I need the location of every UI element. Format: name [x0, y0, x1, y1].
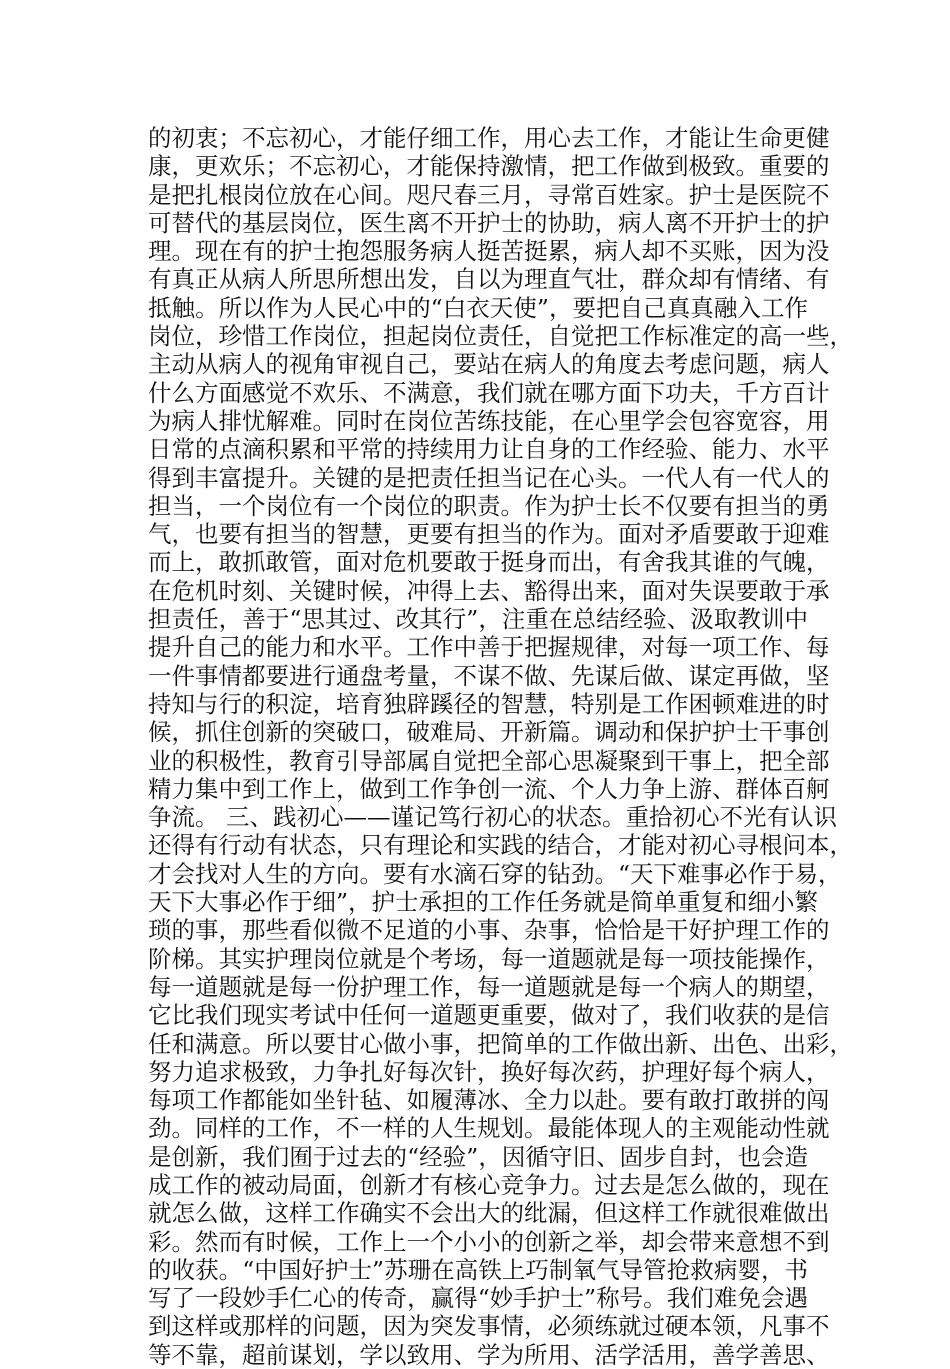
text-line: 在危机时刻、关键时候，冲得上去、豁得出来，面对失误要敢于承: [148, 576, 830, 605]
text-line: 任和满意。所以要甘心做小事，把简单的工作做出新、出色、出彩，: [148, 1029, 853, 1058]
text-line: 到这样或那样的问题，因为突发事情，必须练就过硬本领，凡事不: [148, 1312, 830, 1341]
text-line: 一件事情都要进行通盘考量，不谋不做、先谋后做、谋定再做，坚: [148, 661, 830, 690]
text-line: 每一道题就是每一份护理工作，每一道题就是每一个病人的期望，: [148, 972, 830, 1001]
text-line: 是把扎根岗位放在心间。咫尺春三月，寻常百姓家。护士是医院不: [148, 180, 830, 209]
text-line: 还得有行动有状态，只有理论和实践的结合，才能对初心寻根问本，: [148, 831, 853, 860]
text-line: 天下大事必作于细”，护士承担的工作任务就是简单重复和细小繁: [148, 888, 819, 917]
text-line: 才会找对人生的方向。要有水滴石穿的钻劲。“天下难事必作于易，: [148, 859, 842, 888]
text-line: 康，更欢乐；不忘初心，才能保持激情，把工作做到极致。重要的: [148, 152, 830, 181]
text-line: 候，抓住创新的突破口，破难局、开新篇。调动和保护护士干事创: [148, 718, 830, 747]
text-line: 琐的事，那些看似微不足道的小事、杂事，恰恰是干好护理工作的: [148, 916, 830, 945]
text-line: 得到丰富提升。关键的是把责任担当记在心头。一代人有一代人的: [148, 463, 830, 492]
text-line: 成工作的被动局面，创新才有核心竞争力。过去是怎么做的，现在: [148, 1170, 830, 1199]
text-line: 提升自己的能力和水平。工作中善于把握规律，对每一项工作、每: [148, 633, 830, 662]
text-line: 劲。同样的工作，不一样的人生规划。最能体现人的主观能动性就: [148, 1114, 830, 1143]
text-line: 阶梯。其实护理岗位就是个考场，每一道题就是每一项技能操作，: [148, 944, 830, 973]
text-line: 担责任，善于“思其过、改其行”，注重在总结经验、汲取教训中: [148, 605, 808, 634]
text-line: 每项工作都能如坐针毡、如履薄冰、全力以赴。要有敢打敢拼的闯: [148, 1086, 830, 1115]
text-line: 业的积极性，教育引导部属自觉把全部心思凝聚到干事上，把全部: [148, 746, 830, 775]
body-text: [148, 124, 853, 1369]
text-line: 写了一段妙手仁心的传奇，赢得“妙手护士”称号。我们难免会遇: [148, 1284, 808, 1313]
text-line: 岗位，珍惜工作岗位，担起岗位责任，自觉把工作标准定的高一些，: [148, 322, 853, 351]
text-line: 精力集中到工作上，做到工作争创一流、个人力争上游、群体百舸: [148, 774, 830, 803]
text-line: 持知与行的积淀，培育独辟蹊径的智慧，特别是工作困顿难进的时: [148, 689, 830, 718]
text-line: 什么方面感觉不欢乐、不满意，我们就在哪方面下功夫，千方百计: [148, 378, 830, 407]
text-line: 气，也要有担当的智慧，更要有担当的作为。面对矛盾要敢于迎难: [148, 520, 830, 549]
text-line: 有真正从病人所思所想出发，自以为理直气壮，群众却有情绪、有: [148, 265, 830, 294]
text-line: 的收获。“中国好护士”苏珊在高铁上巧制氧气导管抢救病婴，书: [148, 1255, 808, 1284]
text-line: 它比我们现实考试中任何一道题更重要，做对了，我们收获的是信: [148, 1001, 830, 1030]
text-line: 主动从病人的视角审视自己，要站在病人的角度去考虑问题，病人: [148, 350, 830, 379]
text-line: 担当，一个岗位有一个岗位的职责。作为护士长不仅要有担当的勇: [148, 491, 830, 520]
text-line: 日常的点滴积累和平常的持续用力让自身的工作经验、能力、水平: [148, 435, 830, 464]
text-line: 彩。然而有时候，工作上一个小小的创新之举，却会带来意想不到: [148, 1227, 830, 1256]
text-line: 的初衷；不忘初心，才能仔细工作，用心去工作，才能让生命更健: [148, 124, 830, 152]
text-line: 争流。 三、践初心——谨记笃行初心的状态。重拾初心不光有认识: [148, 803, 837, 832]
text-line: 理。现在有的护士抱怨服务病人挺苦挺累，病人却不买账，因为没: [148, 237, 830, 266]
text-line: 抵触。所以作为人民心中的“白衣天使”，要把自己真真融入工作: [148, 293, 808, 322]
text-line: 努力追求极致，力争扎好每次针，换好每次药，护理好每个病人，: [148, 1057, 830, 1086]
text-line: 为病人排忧解难。同时在岗位苦练技能，在心里学会包容宽容，用: [148, 406, 830, 435]
text-line: 就怎么做，这样工作确实不会出大的纰漏，但这样工作就很难做出: [148, 1199, 830, 1228]
text-line: 等不靠，超前谋划，学以致用、学为所用、活学活用，善学善思、: [148, 1340, 830, 1369]
text-line: 而上，敢抓敢管，面对危机要敢于挺身而出，有舍我其谁的气魄，: [148, 548, 830, 577]
text-line: 可替代的基层岗位，医生离不开护士的协助，病人离不开护士的护: [148, 208, 830, 237]
text-line: 是创新，我们囿于过去的“经验”，因循守旧、固步自封，也会造: [148, 1142, 808, 1171]
